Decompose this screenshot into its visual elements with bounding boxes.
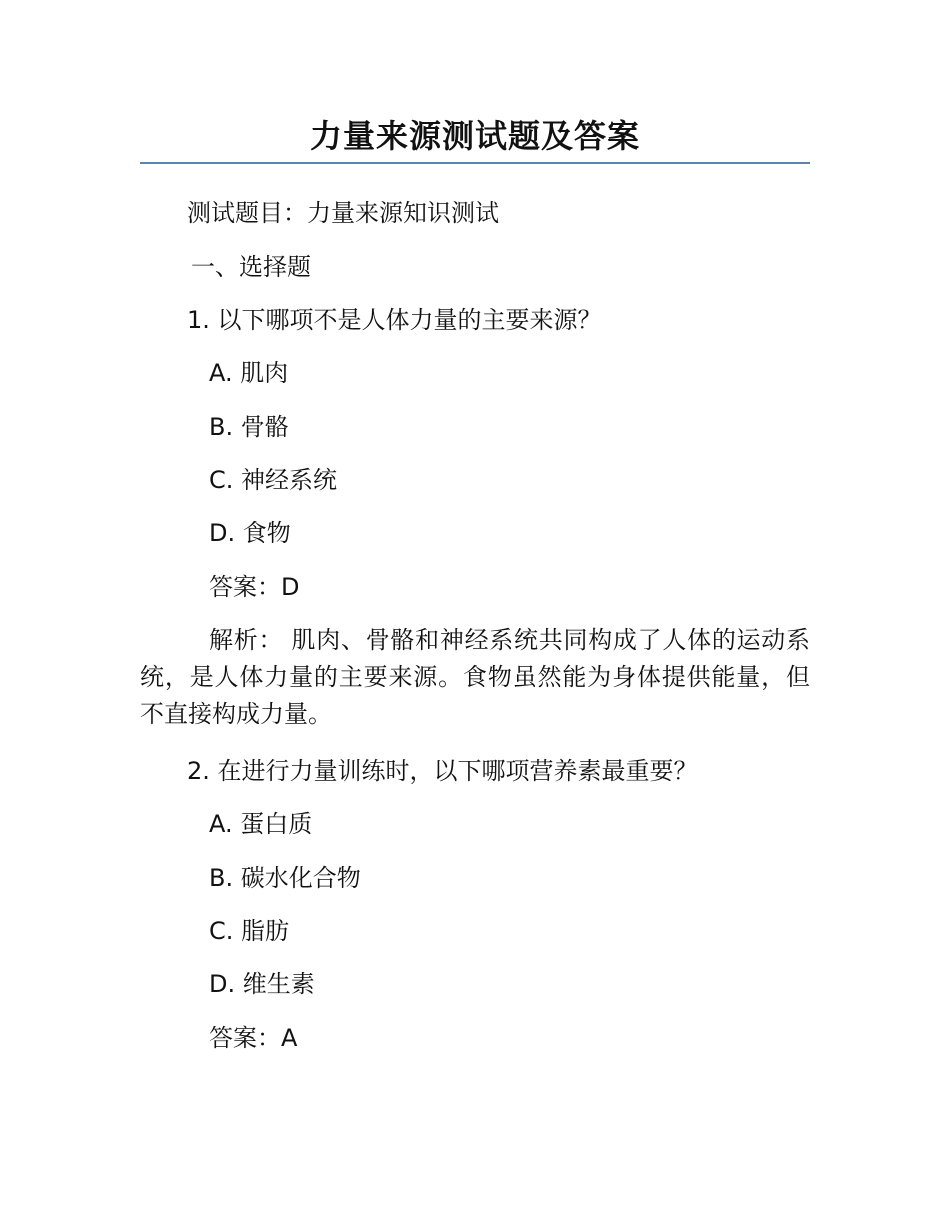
question-2-option-c: C. 脂肪 [209,917,290,945]
question-1-stem: 1. 以下哪项不是人体力量的主要来源？ [187,306,602,334]
question-1-answer: 答案：D [209,573,300,601]
question-2-stem: 2. 在进行力量训练时，以下哪项营养素最重要？ [187,757,698,785]
test-subject: 测试题目：力量来源知识测试 [187,199,499,227]
question-2-option-d: D. 维生素 [209,970,315,998]
question-2-answer: 答案：A [209,1024,298,1052]
question-1-option-c: C. 神经系统 [209,466,338,494]
title-underline [140,162,810,164]
question-1-option-a: A. 肌肉 [209,359,289,387]
question-1-option-d: D. 食物 [209,519,291,547]
question-1-option-b: B. 骨骼 [209,413,289,441]
question-2-option-a: A. 蛋白质 [209,810,313,838]
question-2-option-b: B. 碳水化合物 [209,864,361,892]
section-heading: 一、选择题 [191,253,311,281]
question-1-analysis: 解析： 肌肉、骨骼和神经系统共同构成了人体的运动系统，是人体力量的主要来源。食物虽然能为身体提供能量，但不直接构成力量。 [140,626,810,728]
document-title: 力量来源测试题及答案 [309,117,640,155]
